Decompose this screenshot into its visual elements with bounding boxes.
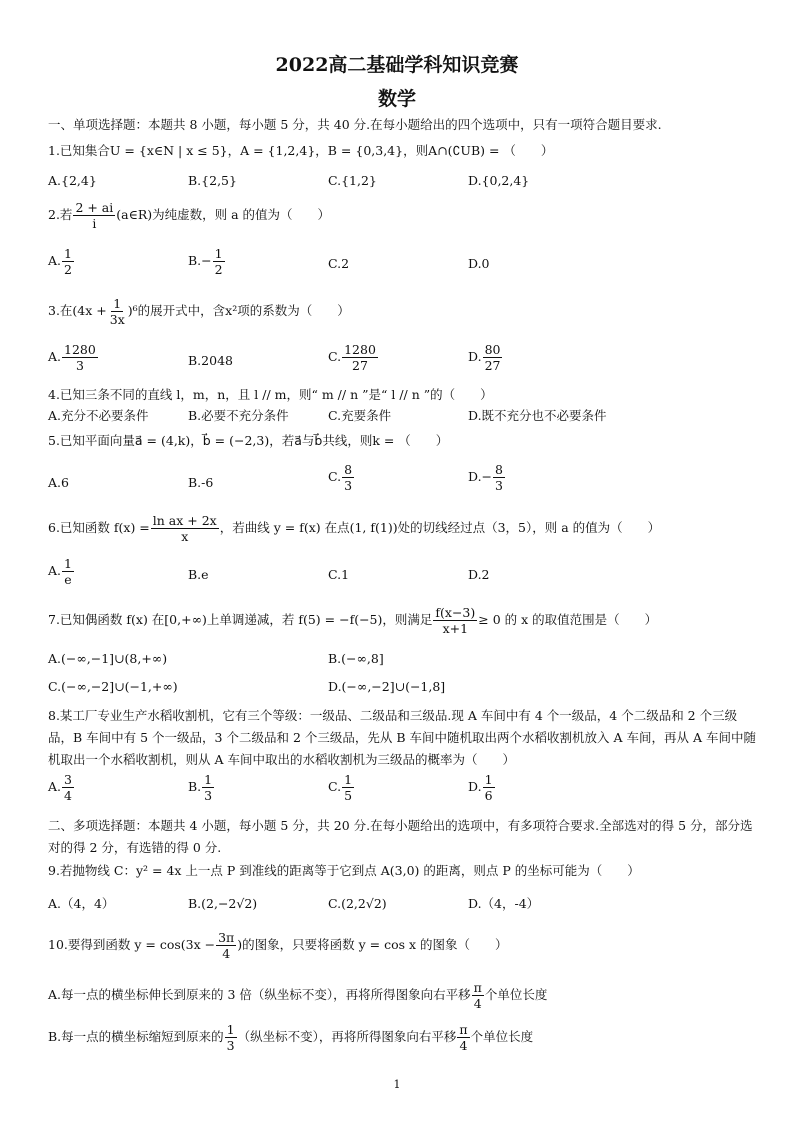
q8-option-a: A. $\frac{3}{4}$: [48, 772, 72, 803]
q10-option-b: B.每一点的横坐标缩短到原来的 $\frac{1}{3}$ （纵坐标不变），再将所得图象向右平移 $\frac{\pi}{4}$ 个单位长度: [48, 1022, 534, 1053]
question-8-stem: 8.某工厂专业生产水稻收割机，它有三个等级：一级品、二级品和三级品.现 A 车间中有 4 个一级品，4 个二级品和 2 个三级品，B 车间中有 5 个一级品，3 个二级品和 2 个三级品，先从 B 车间中随机取出两个水稻收割机放入 A 车间，再从 A 车间中随机取出一个水稻收割机，则从 A 车间中取出的水稻收割机为三级品的概率为（ ）: [48, 708, 756, 767]
q1-option-c: C.{1,2}: [328, 173, 377, 188]
q3-option-a: A. $\frac{1280}{3}$: [48, 342, 96, 373]
question-5-stem: 5.已知平面向量a⃗ = (4,k)，b⃗ = (−2,3)，若a⃗与b⃗共线，则k = （ ）: [48, 433, 449, 448]
q9-option-a: A.（4，4）: [48, 896, 115, 911]
q4-option-b: B.必要不充分条件: [188, 408, 289, 423]
q5-option-d: D.− $\frac{8}{3}$: [468, 462, 503, 493]
q9-option-c: C.(2,2√2): [328, 896, 387, 911]
exam-title: 2022高二基础学科知识竞赛: [275, 54, 519, 76]
question-1-stem: 1.已知集合U = {x∈N | x ≤ 5}，A = {1,2,4}，B = {0,3,4}，则A∩(∁UB) = （ ）: [48, 143, 554, 158]
q1-option-d: D.{0,2,4}: [468, 173, 530, 188]
q1-option-b: B.{2,5}: [188, 173, 237, 188]
question-3-stem: 3.在(4x + $\frac{1}{3x}$ )⁶的展开式中，含x²项的系数为（ ）: [48, 296, 350, 327]
q6-option-a: A. $\frac{1}{e}$: [48, 556, 72, 587]
q6-option-c: C.1: [328, 567, 350, 582]
section-2-heading: 二、多项选择题：本题共 4 小题，每小题 5 分，共 20 分.在每小题给出的选项中，有多项符合要求.全部选对的得 5 分，部分选对的得 2 分，有选错的得 0 分.: [48, 818, 753, 855]
q5-option-a: A.6: [48, 475, 69, 490]
q4-option-d: D.既不充分也不必要条件: [468, 408, 607, 423]
q9-option-d: D.（4，-4）: [468, 896, 540, 911]
q3-option-c: C. $\frac{1280}{27}$: [328, 342, 376, 373]
q3-option-b: B.2048: [188, 353, 233, 368]
q7-option-b: B.(−∞,8]: [328, 651, 384, 666]
q4-option-a: A.充分不必要条件: [48, 408, 149, 423]
question-2-stem: 2.若 $\frac{2 + ai}{i}$ (a∈R)为纯虚数，则 a 的值为（ ）: [48, 200, 331, 231]
q7-option-d: D.(−∞,−2]∪(−1,8]: [328, 679, 446, 694]
page-number: 1: [393, 1078, 401, 1091]
q2-option-a: A. $\frac{1}{2}$: [48, 246, 72, 277]
q1-option-a: A.{2,4}: [48, 173, 97, 188]
q3-option-d: D. $\frac{80}{27}$: [468, 342, 501, 373]
q2-option-b: B.− $\frac{1}{2}$: [188, 246, 223, 277]
q9-option-b: B.(2,−2√2): [188, 896, 258, 911]
section-1-heading: 一、单项选择题：本题共 8 小题，每小题 5 分，共 40 分.在每小题给出的四个选项中，只有一项符合题目要求.: [48, 117, 662, 132]
q6-option-d: D.2: [468, 567, 490, 582]
question-6-stem: 6.已知函数 f(x) = $\frac{\text{ln ax + 2x}}{x}$ ，若曲线 y = f(x) 在点(1, f(1))处的切线经过点（3，5），则 a 的值为（ ）: [48, 513, 661, 544]
q10-option-a: A.每一点的横坐标伸长到原来的 3 倍（纵坐标不变），再将所得图象向右平移 $\frac{\pi}{4}$ 个单位长度: [48, 980, 548, 1011]
q2-option-d: D.0: [468, 256, 490, 271]
q8-option-b: B. $\frac{1}{3}$: [188, 772, 213, 803]
q8-option-d: D. $\frac{1}{6}$: [468, 772, 493, 803]
question-9-stem: 9.若抛物线 C：y² = 4x 上一点 P 到准线的距离等于它到点 A(3,0) 的距离，则点 P 的坐标可能为（ ）: [48, 863, 640, 878]
question-4-stem: 4.已知三条不同的直线 l，m，n，且 l // m，则“ m // n ”是“ l // n ”的（ ）: [48, 387, 493, 402]
q4-option-c: C.充要条件: [328, 408, 392, 423]
question-10-stem: 10.要得到函数 y = cos(3x − $\frac{3\pi}{4}$ )的图象，只要将函数 y = cos x 的图象（ ）: [48, 930, 508, 961]
q8-option-c: C. $\frac{1}{5}$: [328, 772, 353, 803]
question-7-stem: 7.已知偶函数 f(x) 在[0,+∞)上单调递减，若 f(5) = −f(−5)，则满足 $\frac{f(x-3)}{x+1}$ ≥ 0 的 x 的取值范围是（ ）: [48, 605, 658, 636]
q7-option-a: A.(−∞,−1]∪(8,+∞): [48, 651, 168, 666]
q2-option-c: C.2: [328, 256, 350, 271]
q5-option-c: C. $\frac{8}{3}$: [328, 462, 353, 493]
q5-option-b: B.-6: [188, 475, 214, 490]
q7-option-c: C.(−∞,−2]∪(−1,+∞): [48, 679, 178, 694]
q6-option-b: B.e: [188, 567, 209, 582]
exam-subject: 数学: [377, 88, 416, 110]
